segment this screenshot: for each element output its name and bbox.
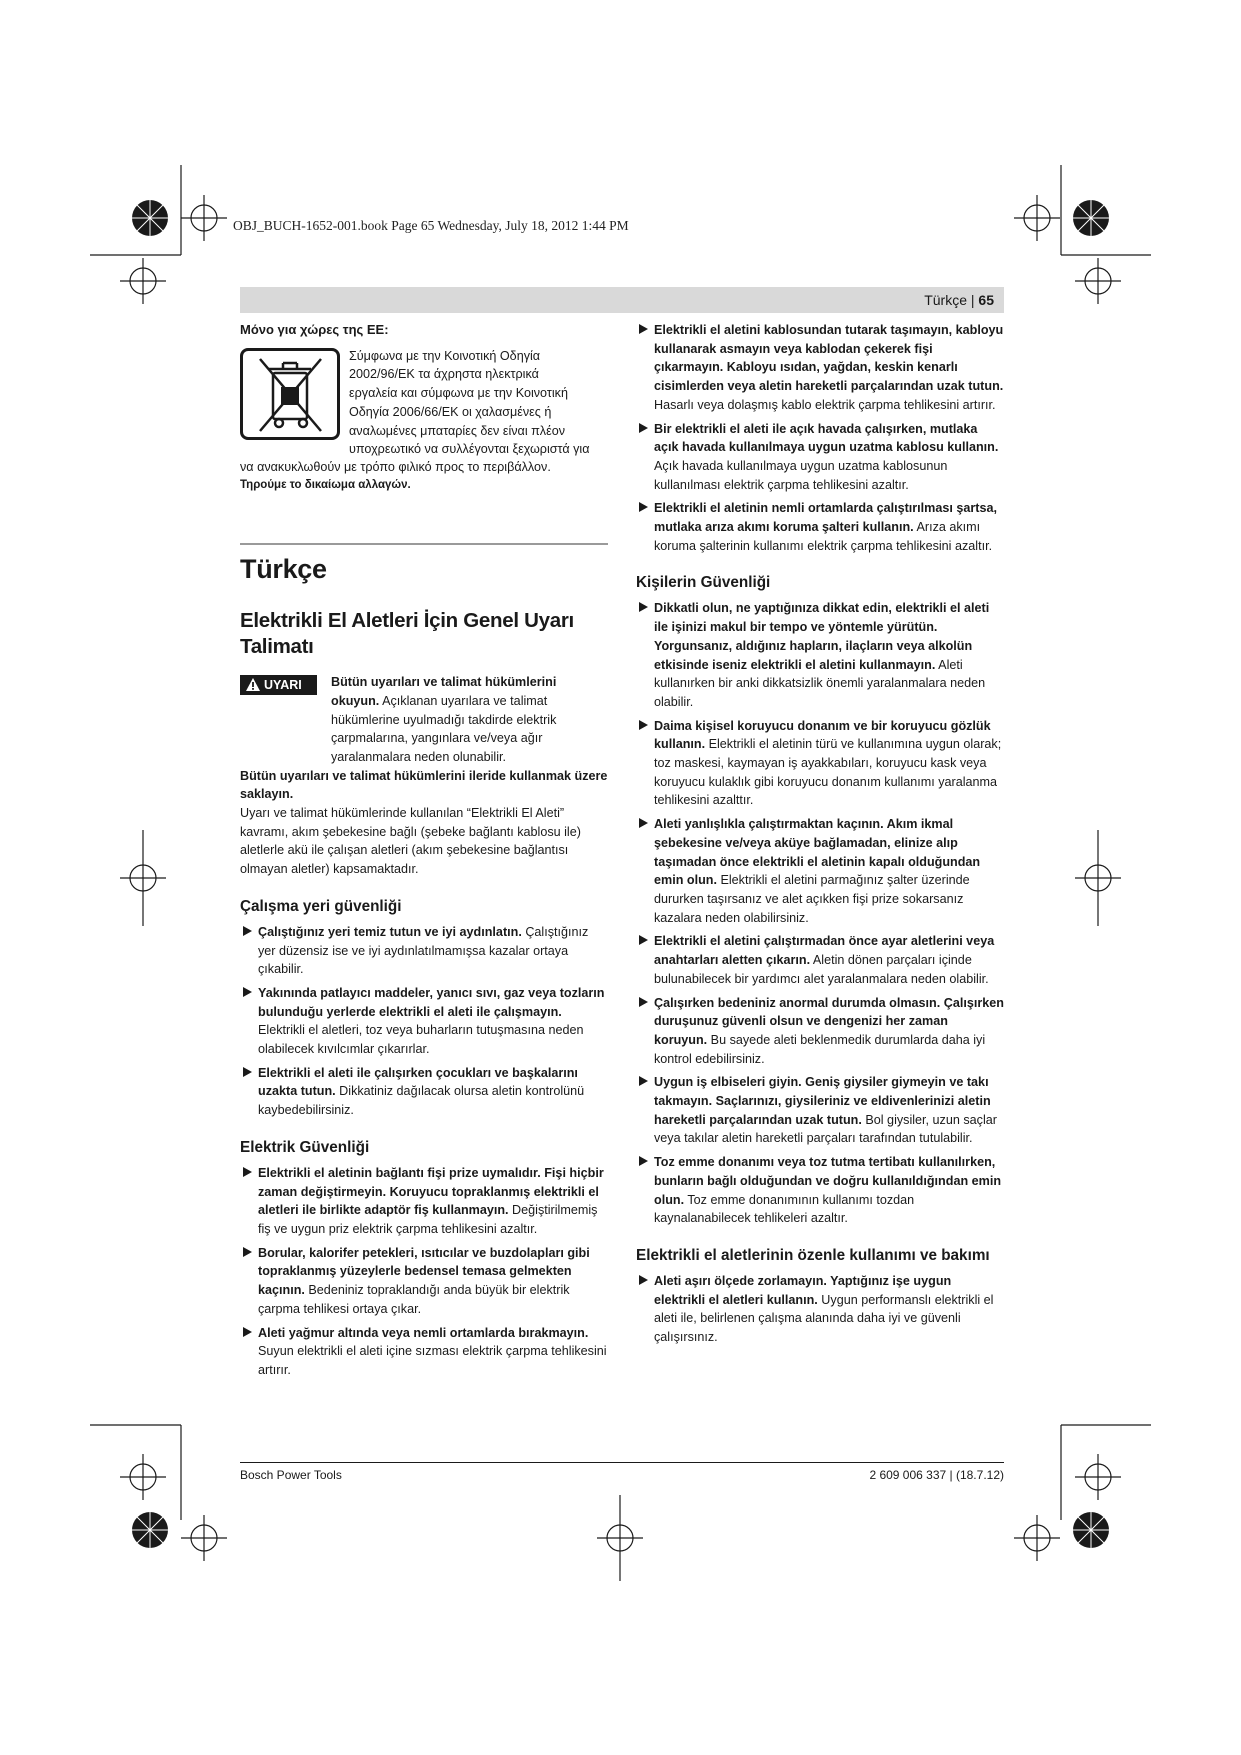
bullet-arrow-icon [243,987,252,997]
list-item: Çalıştığınız yeri temiz tutun ve iyi aydınlatın. Çalıştığınız yer düzensiz ise ve iyi aydınlatılmamışsa kazalar ortaya çıkabilir. [240,923,608,979]
list-item: Elektrikli el aleti ile çalışırken çocukları ve başkalarını uzakta tutun. Dikkatiniz dağılacak olursa aletin kontrolünü kaybedebilirsiniz. [240,1064,608,1120]
list-item: Aleti yanlışlıkla çalıştırmaktan kaçının. Akım ikmal şebekesine ve/veya aküye bağlamadan, elinize alıp taşımadan önce elektrikli el aletinin kapalı olduğundan emin olun. Elektrikli el aletini parmağınız şalter üzerinde dururken taşırsanız ve alet açıkken fişi prize sokarsanız kazalara neden olabilirsiniz. [636,815,1004,927]
electrical-safety-list-continued [636,321,1004,555]
list-item: Elektrikli el aletini kablosundan tutarak taşımayın, kabloyu kullanarak asmayın veya kablodan çekerek fişi çıkarmayın. Kabloyu ısıdan, yağdan, keskin kenarlı cisimlerden veya aletin hareketli parçalarından uzak tutun. Hasarlı veya dolaşmış kablo elektrik çarpma tehlikesini artırır. [636,321,1004,415]
bullet-arrow-icon [243,1327,252,1337]
bullet-arrow-icon [243,1247,252,1257]
weee-tail: να ανακυκλωθούν με τρόπο φιλικό προς το περιβάλλον. [240,459,551,474]
list-item: Dikkatli olun, ne yaptığınıza dikkat edin, elektrikli el aleti ile işinizi makul bir tempo ve yöntemle yürütün. Yorgunsanız, aldığınız hapların, ilaçların veya alkolün etkisinde iseniz elektrikli el aletini kullanmayın. Aleti kullanırken bir anki dikkatsizlik önemli yaralanmalara neden olabilir. [636,599,1004,711]
bullet-arrow-icon [243,926,252,936]
page-header-title: Türkçe | 65 [924,292,994,308]
personal-safety-list [636,599,1004,1228]
bullet-arrow-icon [639,602,648,612]
bullet-arrow-icon [639,997,648,1007]
list-item: Çalışırken bedeniniz anormal durumda olmasın. Çalışırken duruşunuz güvenli olsun ve dengenizi her zaman koruyun. Bu sayede aleti beklenmedik durumlarda daha iyi kontrol edebilirsiniz. [636,994,1004,1069]
warning-text: Bütün uyarıları ve talimat hükümlerini okuyun. Açıklanan uyarılara ve talimat hükümlerine uyulmadığı takdirde elektrik çarpmalarına, yangınlara ve/veya ağır yaralanmalara neden olunabilir. [331,675,557,764]
tool-definition: Uyarı ve talimat hükümlerinde kullanılan “Elektrikli El Aleti” kavramı, akım şebekesine bağlı (şebeke bağlantı kablosu ile) aletlerle akü ile çalışan aletleri (akım şebekesine bağlantısı olmayan aletler) kapsamaktadır. [240,806,581,877]
language-section-rule [240,543,608,545]
list-item: Aleti yağmur altında veya nemli ortamlarda bırakmayın. Suyun elektrikli el aleti içine sızması elektrik çarpma tehlikesini artırır. [240,1324,608,1380]
weee-heading: Μόνο για χώρες της ΕΕ: [240,322,389,337]
footer-rule [240,1462,1004,1463]
weee-text: Σύμφωνα με την Κοινοτική Οδηγία 2002/96/ΕΚ τα άχρηστα ηλεκτρικά εργαλεία και σύμφωνα με την Κοινοτική Οδηγία 2006/66/ΕΚ οι χαλασμένες ή αναλωμένες μπαταρίες δεν είναι πλέον υποχρεωτικό να συλλέγονται ξεχωριστά για [349,348,590,457]
main-title: Elektrikli El Aletleri İçin Genel Uyarı Talimatı [240,609,574,659]
warning-triangle-icon [245,677,261,692]
print-info-line: OBJ_BUCH-1652-001.book Page 65 Wednesday, July 18, 2012 1:44 PM [233,218,629,233]
crossed-out-wheeled-bin-icon [240,348,340,440]
electrical-safety-list [240,1164,608,1380]
list-item: Elektrikli el aletinin bağlantı fişi prize uymalıdır. Fişi hiçbir zaman değiştirmeyin. Koruyucu topraklanmış elektrikli el aletleri ile birlikte adaptör fiş kullanmayın. Değiştirilmemiş fiş ve uygun priz elektrik çarpma tehlikesini azaltır. [240,1164,608,1239]
section-title-tool-care: Elektrikli el aletlerinin özenle kullanımı ve bakımı [636,1246,990,1264]
list-item: Daima kişisel koruyucu donanım ve bir koruyucu gözlük kullanın. Elektrikli el aletinin türü ve kullanımına uygun olarak; toz maskesi, kaymayan iş ayakkabıları, koruyucu kask veya koruyucu kulaklık gibi koruyucu donanım kullanımı yaralanma tehlikesini azalttır. [636,717,1004,811]
page-header-bar [240,287,1004,313]
bullet-arrow-icon [639,324,648,334]
list-item: Uygun iş elbiseleri giyin. Geniş giysiler giymeyin ve takı takmayın. Saçlarınızı, giysileriniz ve eldivenlerinizi aletin hareketli parçalarından uzak tutun. Bol giysiler, uzun saçlar veya takılar aletin hareketli parçaları tarafından tutulabilir. [636,1073,1004,1148]
language-title: Türkçe [240,554,327,585]
bullet-arrow-icon [639,1156,648,1166]
keep-instructions: Bütün uyarıları ve talimat hükümlerini ileride kullanmak üzere saklayın. [240,768,608,802]
page-number: 65 [978,292,994,308]
bullet-arrow-icon [639,935,648,945]
list-item: Yakınında patlayıcı maddeler, yanıcı sıvı, gaz veya tozların bulunduğu yerlerde elektrikli el aleti ile çalışmayın. Elektrikli el aletleri, toz veya buharların tutuşmasına neden olabilecek kıvılcımlar çıkarırlar. [240,984,608,1059]
bullet-arrow-icon [639,1275,648,1285]
rights-reserved-note: Τηρούμε το δικαίωμα αλλαγών. [240,479,411,492]
tool-care-list [636,1272,1004,1347]
warning-badge: UYARI [240,675,317,695]
left-column [240,321,608,1385]
bullet-arrow-icon [639,1076,648,1086]
bullet-arrow-icon [639,720,648,730]
list-item: Elektrikli el aletini çalıştırmadan önce ayar aletlerini veya anahtarları aletten çıkarın. Aletin dönen parçaları içinde bulunabilecek bir yardımcı alet yaralanmalara neden olabilir. [636,932,1004,988]
work-area-list [240,923,608,1120]
list-item: Borular, kalorifer petekleri, ısıtıcılar ve buzdolapları gibi topraklanmış yüzeylerle bedensel temasa gelmekten kaçının. Bedeniniz topraklandığı anda büyük bir elektrik çarpma tehlikesi ortaya çıkar. [240,1244,608,1319]
weee-block [240,348,608,458]
footer-publisher: Bosch Power Tools [240,1468,342,1482]
bullet-arrow-icon [639,423,648,433]
bullet-arrow-icon [243,1067,252,1077]
bullet-arrow-icon [639,502,648,512]
footer-document-number: 2 609 006 337 | (18.7.12) [869,1468,1004,1482]
list-item: Elektrikli el aletinin nemli ortamlarda çalıştırılması şartsa, mutlaka arıza akımı koruma şalteri kullanın. Arıza akımı koruma şalterinin kullanımı elektrik çarpma tehlikesini azaltır. [636,499,1004,555]
warning-block [240,673,608,767]
list-item: Toz emme donanımı veya toz tutma tertibatı kullanılırken, bunların bağlı olduğundan ve doğru kullanıldığından emin olun. Toz emme donanımının kullanımı tozdan kaynalanabilecek tehlikeleri azaltır. [636,1153,1004,1228]
bullet-arrow-icon [639,818,648,828]
section-title-electrical-safety: Elektrik Güvenliği [240,1138,370,1156]
bullet-arrow-icon [243,1167,252,1177]
list-item: Aleti aşırı ölçede zorlamayın. Yaptığınız işe uygun elektrikli el aletleri kullanın. Uygun performanslı elektrikli el aleti ile, belirlenen çalışma alanında daha iyi ve güvenli çalışırsınız. [636,1272,1004,1347]
list-item: Bir elektrikli el aleti ile açık havada çalışırken, mutlaka açık havada kullanılmaya uygun uzatma kablosu kullanın. Açık havada kullanılmaya uygun uzatma kablosunun kullanılması elektrik çarpma tehlikesini azaltır. [636,420,1004,495]
right-column [636,321,1004,1352]
section-title-work-area: Çalışma yeri güvenliği [240,897,402,915]
section-title-personal-safety: Kişilerin Güvenliği [636,574,771,592]
